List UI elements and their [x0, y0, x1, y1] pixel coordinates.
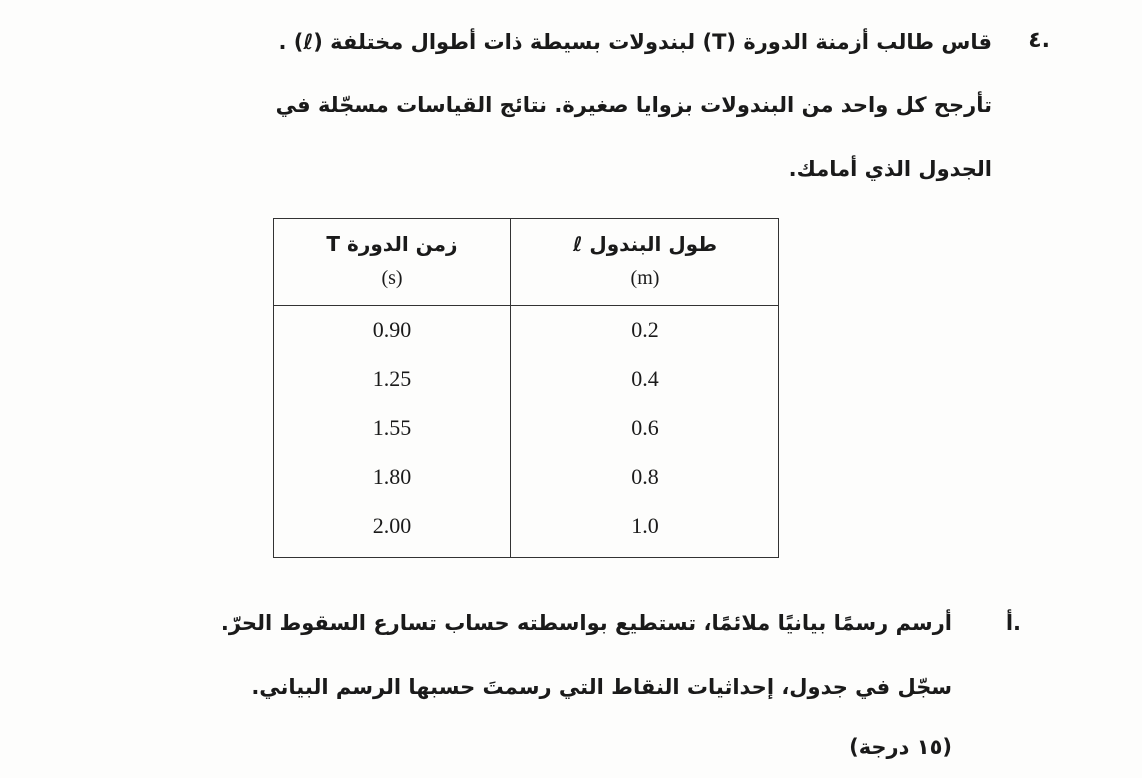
question-number: ٤.: [1028, 28, 1050, 53]
question-line-3: الجدول الذي أمامك.: [788, 157, 992, 181]
table-header-divider: [274, 305, 778, 306]
period-cell: 1.55: [372, 415, 412, 440]
period-cell: 2.00: [372, 513, 412, 538]
sub-question-points: (١٥ درجة): [849, 735, 952, 759]
period-column: [274, 313, 510, 558]
header-length-title: طول البندول ℓ: [572, 232, 718, 256]
period-cell: 1.80: [372, 464, 412, 489]
question-line-1: قاس طالب أزمنة الدورة (T) لبندولات بسيطة ذات أطوال مختلفة (ℓ) .: [278, 30, 992, 54]
sub-question-letter: أ.: [1005, 611, 1021, 635]
length-cell: 0.2: [631, 317, 659, 342]
header-period-title: زمن الدورة T: [326, 232, 458, 256]
period-cell: 0.90: [372, 317, 412, 342]
length-cell: 0.6: [631, 415, 659, 440]
period-cell: 1.25: [372, 366, 412, 391]
sub-question-line-2: سجّل في جدول، إحداثيات النقاط التي رسمتَ حسبها الرسم البياني.: [251, 675, 952, 699]
length-column: [510, 313, 780, 558]
header-period-unit: (s): [381, 267, 403, 289]
length-cell: 0.4: [631, 366, 659, 391]
header-length-unit: (m): [630, 267, 660, 289]
sub-question-line-1: أرسم رسمًا بيانيًا ملائمًا، تستطيع بواسطته حساب تسارع السقوط الحرّ.: [220, 611, 952, 635]
length-cell: 1.0: [631, 513, 659, 538]
length-cell: 0.8: [631, 464, 659, 489]
header-length: [510, 227, 780, 295]
measurements-table: [273, 218, 779, 558]
header-period: [274, 227, 510, 295]
question-line-2: تأرجح كل واحد من البندولات بزوايا صغيرة. نتائج القياسات مسجّلة في: [275, 93, 992, 117]
